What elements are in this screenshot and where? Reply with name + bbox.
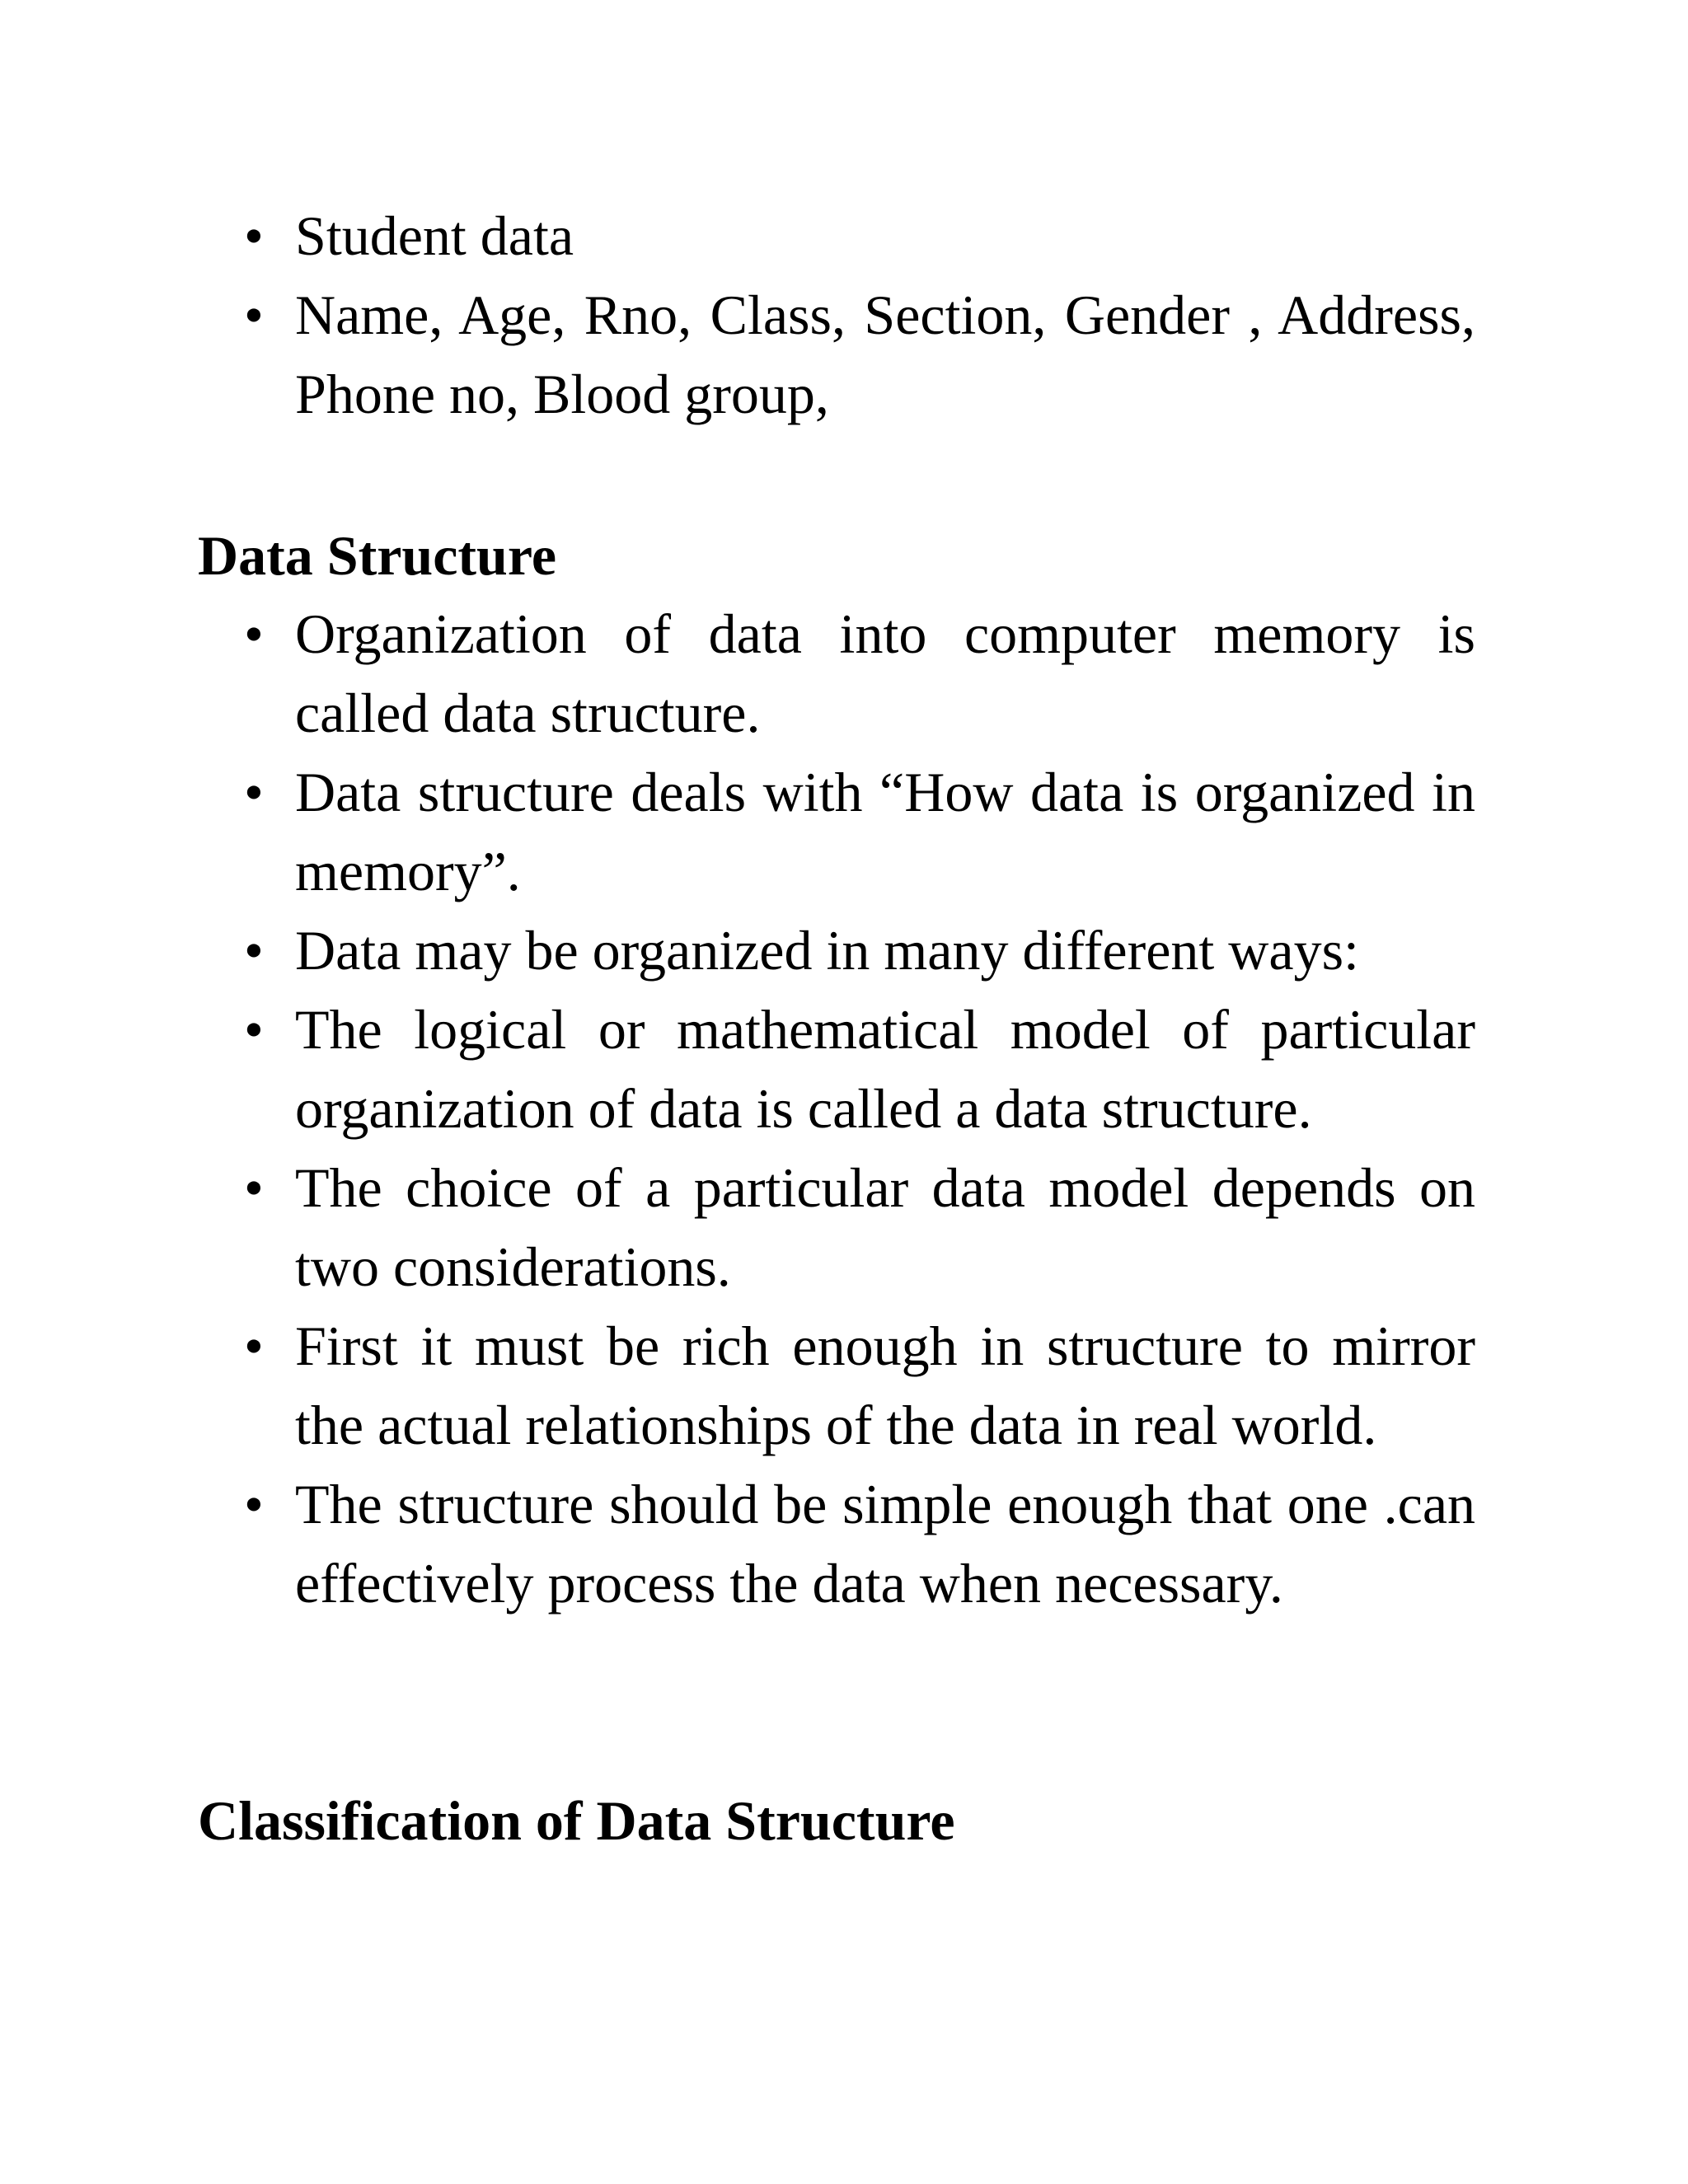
bullet-icon: • (244, 1473, 264, 1535)
classification-heading: Classification of Data Structure (198, 1789, 955, 1852)
bullet-icon: • (244, 602, 264, 665)
list-item-text: The choice of a particular data model depends on two considerations. (295, 1156, 1475, 1298)
list-item-text: The structure should be simple enough that one .can effectively process the data when necessary. (295, 1473, 1475, 1615)
list-item-text: Data may be organized in many different ways: (295, 919, 1359, 982)
list-item (244, 594, 1475, 752)
list-item (244, 990, 1475, 1148)
intro-bullet-list (0, 196, 1688, 434)
list-item (244, 1306, 1475, 1465)
bullet-icon: • (244, 1315, 264, 1377)
bullet-icon: • (244, 284, 264, 346)
bullet-icon: • (244, 204, 264, 267)
list-item (244, 911, 1475, 990)
list-item (244, 1148, 1475, 1306)
list-item (244, 752, 1475, 911)
list-item-text: First it must be rich enough in structure to mirror the actual relationships of the data in real world. (295, 1315, 1475, 1456)
list-item-text: Name, Age, Rno, Class, Section, Gender , Address, Phone no, Blood group, (295, 284, 1475, 425)
bullet-icon: • (244, 761, 264, 823)
list-item-text: Organization of data into computer memory is called data structure. (295, 602, 1475, 744)
list-item-text: The logical or mathematical model of particular organization of data is called a data structure. (295, 998, 1475, 1140)
list-item (244, 275, 1475, 434)
list-item-text: Data structure deals with “How data is organized in memory”. (295, 761, 1475, 902)
data-structure-heading: Data Structure (198, 524, 556, 587)
list-item-text: Student data (295, 204, 574, 267)
list-item (244, 1465, 1475, 1623)
bullet-icon: • (244, 1156, 264, 1219)
bullet-icon: • (244, 919, 264, 982)
data-structure-bullet-list (0, 594, 1688, 1623)
list-item (244, 196, 1475, 275)
bullet-icon: • (244, 998, 264, 1061)
